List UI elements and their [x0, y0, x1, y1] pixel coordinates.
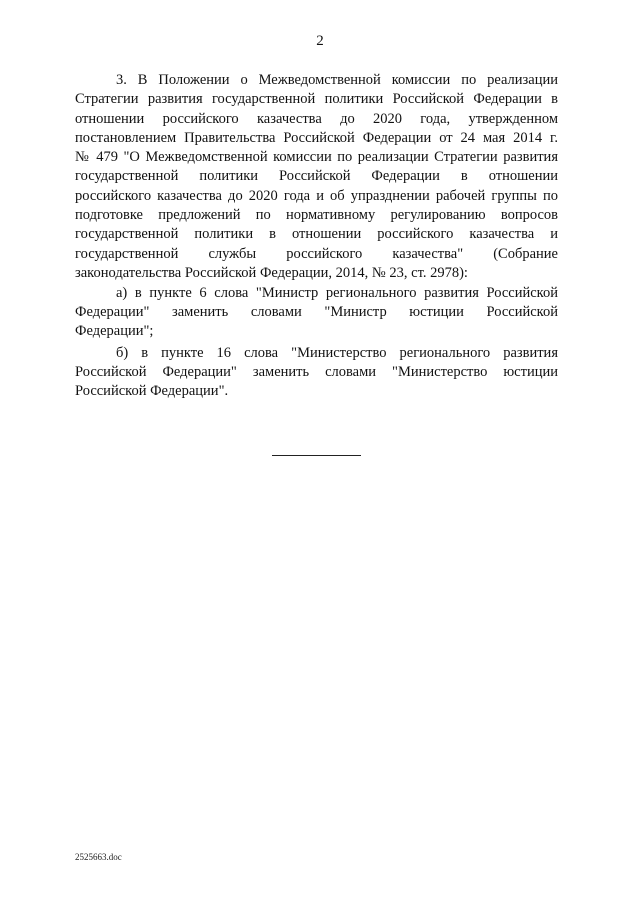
text-line: российского казачества до 2020 года и об упразднении рабочей группы по	[75, 188, 558, 204]
text-line: законодательства Российской Федерации, 2014, № 23, ст. 2978):	[75, 265, 468, 281]
text-line: отношении российского казачества до 2020 года, утвержденном	[75, 111, 558, 127]
text-line: государственной службы российского казачества" (Собрание	[75, 246, 558, 262]
text-line: б) в пункте 16 слова "Министерство регионального развития	[116, 345, 558, 361]
text-line: подготовке предложений по нормативному регулированию вопросов	[75, 207, 558, 223]
separator-line	[272, 455, 361, 456]
text-line: № 479 "О Межведомственной комиссии по реализации Стратегии развития	[75, 149, 558, 165]
text-line: а) в пункте 6 слова "Министр регионального развития Российской	[116, 285, 558, 301]
text-line: 3. В Положении о Межведомственной комиссии по реализации	[116, 72, 558, 88]
text-line: государственной политики Российской Федерации в отношении	[75, 168, 558, 184]
text-line: государственной политики в отношении российского казачества и	[75, 226, 558, 242]
text-line: Российской Федерации" заменить словами "Министерство юстиции	[75, 364, 558, 380]
text-line: Федерации";	[75, 323, 154, 339]
text-line: Стратегии развития государственной политики Российской Федерации в	[75, 91, 558, 107]
page-number: 2	[316, 33, 324, 49]
text-line: постановлением Правительства Российской Федерации от 24 мая 2014 г.	[75, 130, 558, 146]
file-name: 2525663.doc	[75, 852, 122, 862]
text-line: Российской Федерации".	[75, 383, 229, 399]
text-line: Федерации" заменить словами "Министр юстиции Российской	[75, 304, 558, 320]
